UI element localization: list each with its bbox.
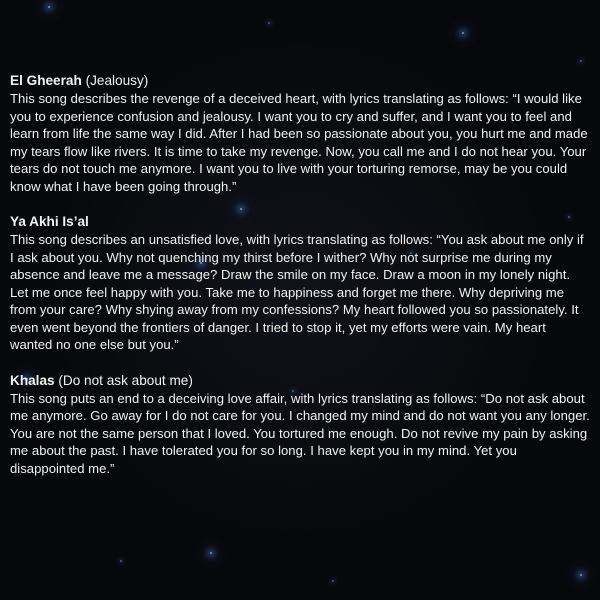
sparkle-decoration xyxy=(332,580,334,582)
song-section-ya-akhi-isal xyxy=(10,213,590,354)
song-title-text: El Gheerah xyxy=(10,73,82,88)
song-subtitle: (Do not ask about me) xyxy=(58,372,193,388)
sparkle-decoration xyxy=(462,32,464,34)
sparkle-decoration xyxy=(48,6,50,8)
song-subtitle: (Jealousy) xyxy=(85,73,149,88)
song-description: This song puts an end to a deceiving love affair, with lyrics translating as follows: “Do not ask about me anymore. Go away for I do not care for you. I changed my mind and do not want you any longer. You are not the same person that I loved. You tortured me enough. Do not revive my pain by asking me about the past. I have tolerated you for so long. I have kept you in my mind. Yet you disappointed me.” xyxy=(10,390,590,476)
song-section-khalas xyxy=(10,372,590,478)
sparkle-decoration xyxy=(120,560,122,562)
lyrics-content xyxy=(10,72,590,495)
song-description: This song describes the revenge of a deceived heart, with lyrics translating as follows: “I would like you to experience confusion and jealousy. I want you to cry and suffer, and I want you to feel and learn from life the same way I did. After I had been so passionate about you, you hurt me and made my tears flow like rivers. It is time to take my revenge. Now, you call me and I do not hear you. Your tears do not touch me anymore. I want you to live with your torturing remorse, may be you could know what I have been going through.” xyxy=(10,91,588,194)
song-description: This song describes an unsatisfied love, with lyrics translating as follows: “You ask about me only if I ask about you. Why not quenching my thirst before I wither? Why not surprise me during my absence and leave me a message? Draw the smile on my face. Draw a moon in my lonely night. Let me once feel happy with you. Take me to happiness and forget me there. Why depriving me from your care? Why shying away from my confessions? My heart followed you so passionately. It even went beyond the frontiers of danger. I tried to stop it, yet my efforts were vain. My heart wanted no one else but you.” xyxy=(10,232,584,352)
song-title xyxy=(10,72,590,89)
sparkle-decoration xyxy=(580,60,582,62)
sparkle-decoration xyxy=(580,574,582,576)
sparkle-decoration xyxy=(268,22,270,24)
sparkle-decoration xyxy=(210,552,212,554)
song-title xyxy=(10,213,590,230)
song-title xyxy=(10,372,590,389)
song-section-el-gheerah xyxy=(10,72,590,195)
song-title-text: Khalas xyxy=(10,372,55,388)
song-title-text: Ya Akhi Is’al xyxy=(10,214,89,229)
